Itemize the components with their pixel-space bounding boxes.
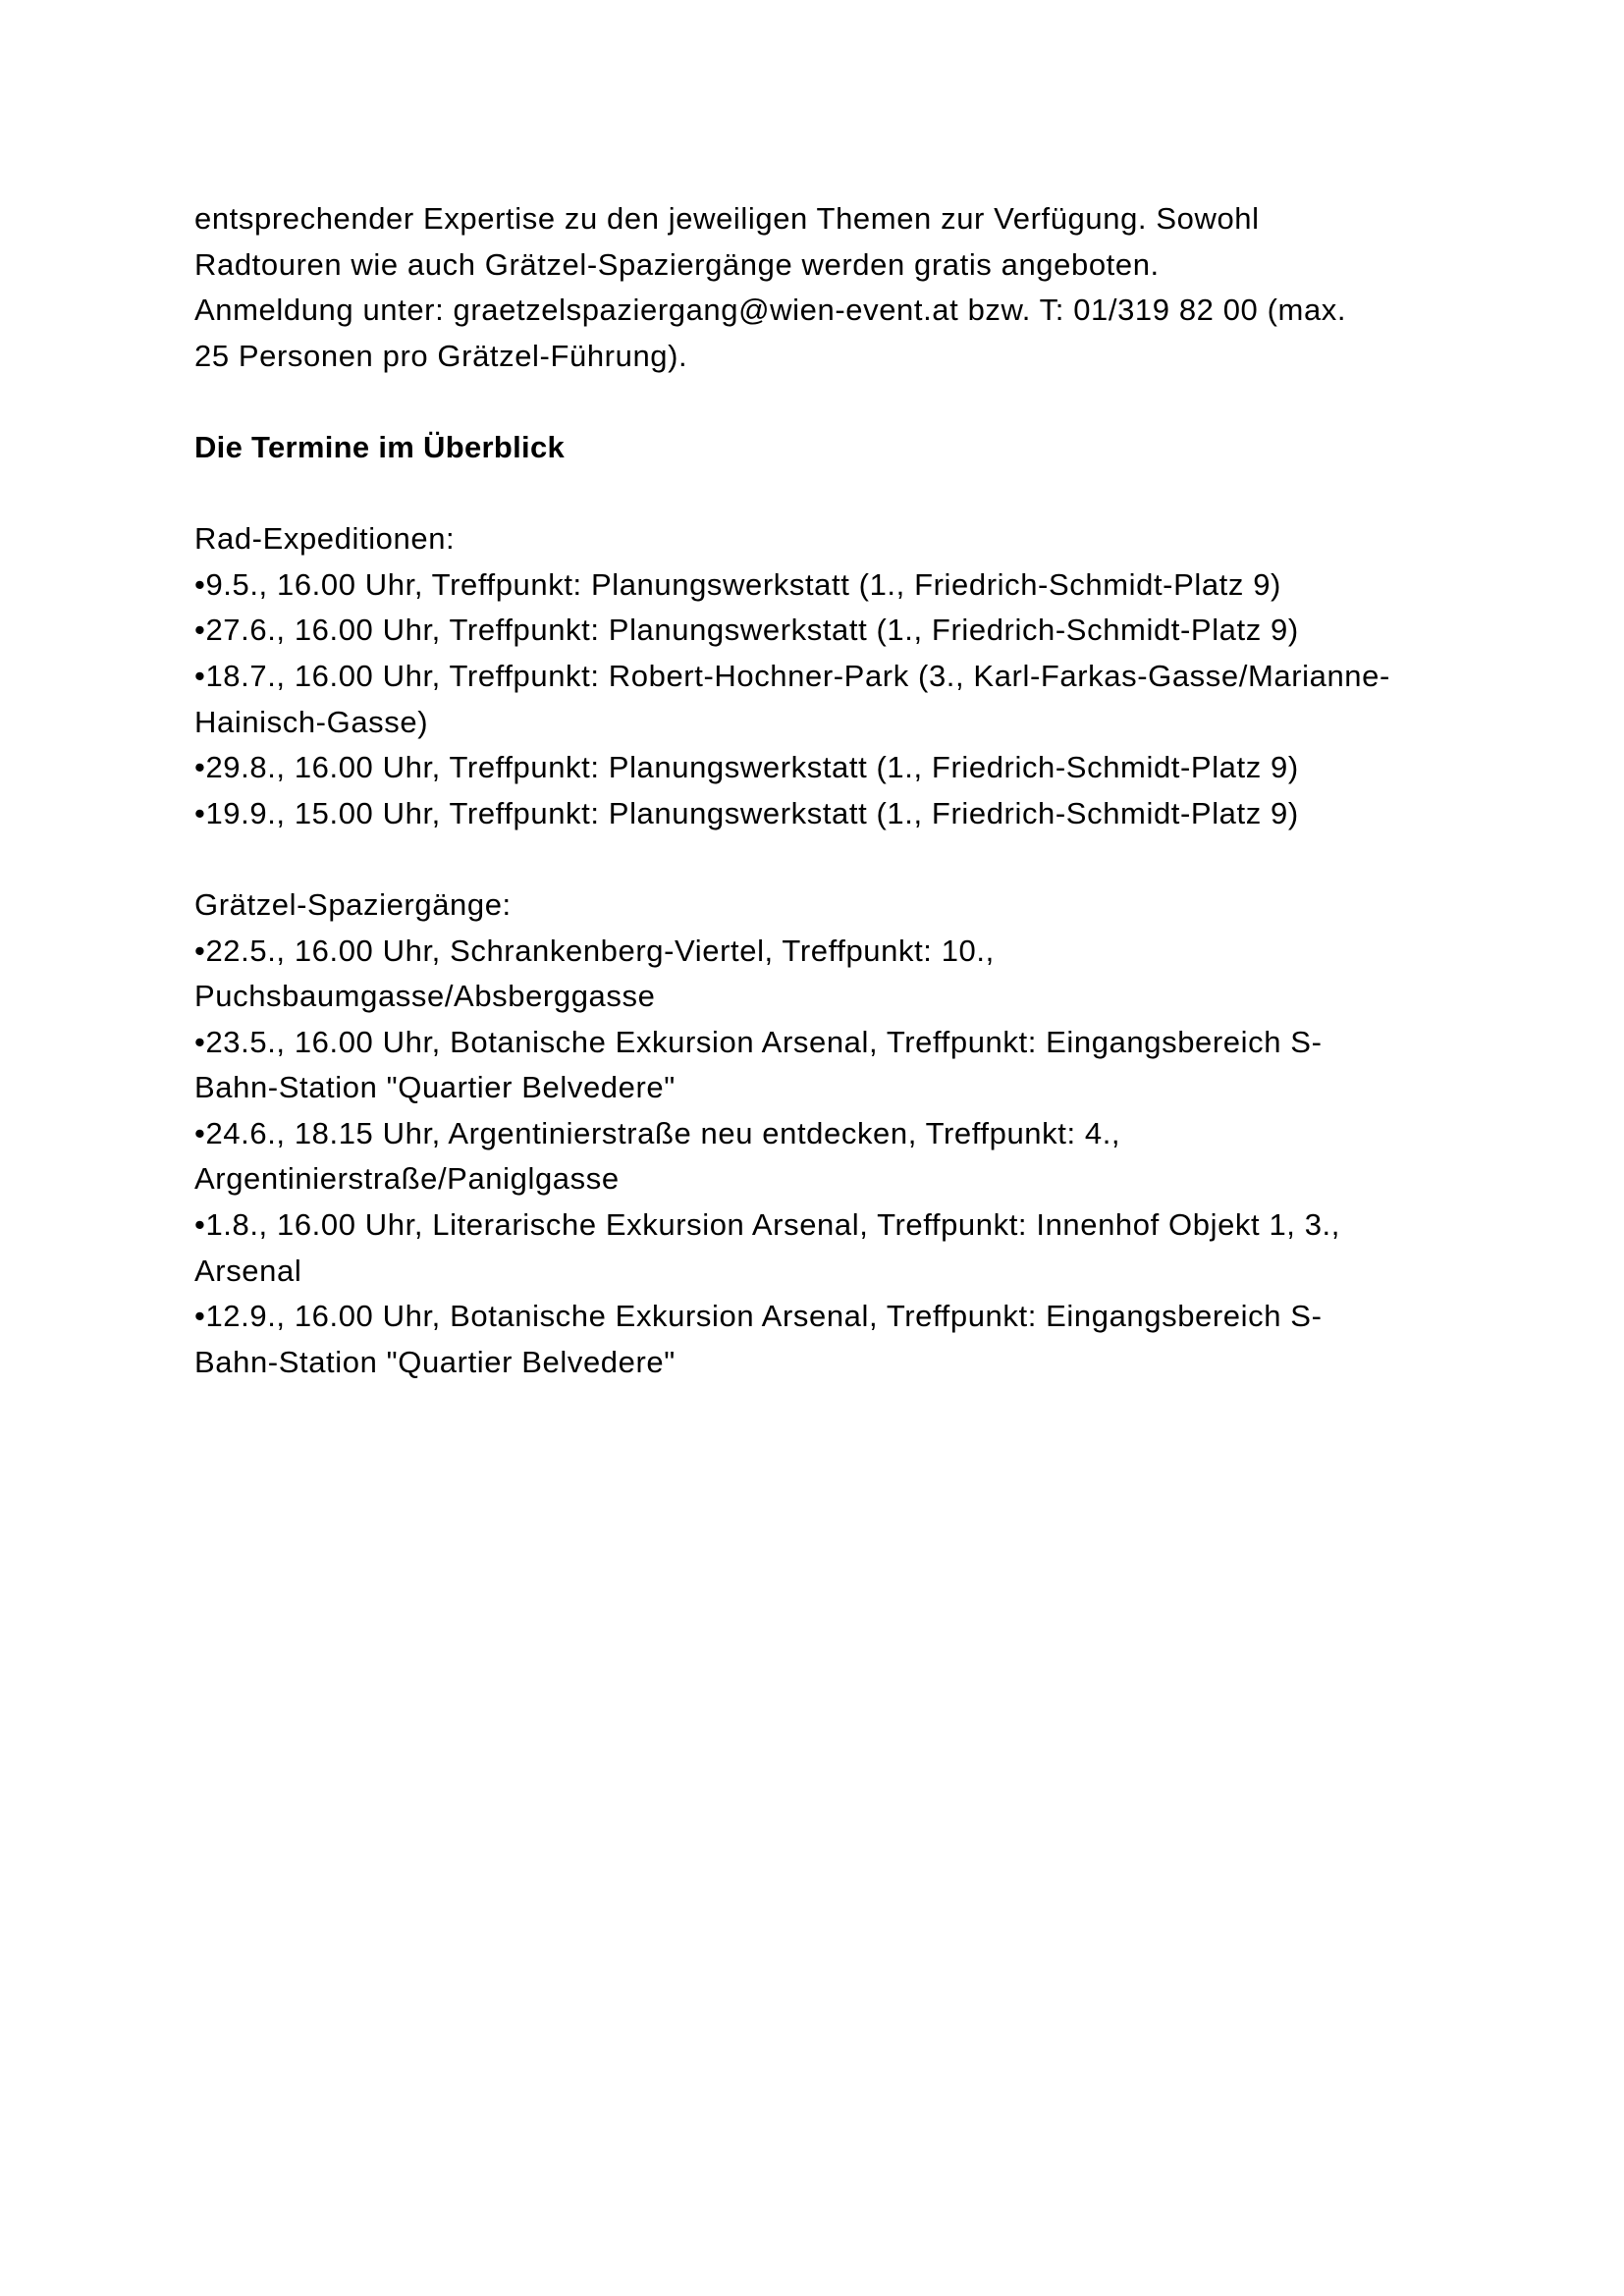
paragraph-spacer — [194, 379, 1471, 425]
list-item-continuation: Bahn-Station "Quartier Belvedere" — [194, 1070, 676, 1105]
document-page — [194, 196, 1471, 1385]
intro-line: 25 Personen pro Grätzel-Führung). — [194, 338, 688, 373]
registration-email: graetzelspaziergang@wien-event.at — [453, 293, 959, 328]
intro-paragraph — [194, 196, 1471, 379]
list-item: •24.6., 18.15 Uhr, Argentinierstraße neu entdecken, Treffpunkt: 4., — [194, 1115, 1121, 1150]
registration-line — [194, 288, 1471, 334]
list-item-continuation: Argentinierstraße/Paniglgasse — [194, 1161, 620, 1197]
graetzel-spaziergaenge-section — [194, 882, 1471, 1386]
list-item: •27.6., 16.00 Uhr, Treffpunkt: Planungswerkstatt (1., Friedrich-Schmidt-Platz 9) — [194, 613, 1299, 648]
list-item-continuation: Puchsbaumgasse/Absberggasse — [194, 979, 656, 1014]
list-item: •23.5., 16.00 Uhr, Botanische Exkursion Arsenal, Treffpunkt: Eingangsbereich S- — [194, 1024, 1323, 1059]
intro-line: Radtouren wie auch Grätzel-Spaziergänge werden gratis angeboten. — [194, 246, 1160, 282]
list-item: •22.5., 16.00 Uhr, Schrankenberg-Viertel, Treffpunkt: 10., — [194, 933, 995, 968]
list-item: •18.7., 16.00 Uhr, Treffpunkt: Robert-Hochner-Park (3., Karl-Farkas-Gasse/Marianne- — [194, 658, 1390, 693]
list-item: •29.8., 16.00 Uhr, Treffpunkt: Planungswerkstatt (1., Friedrich-Schmidt-Platz 9) — [194, 750, 1299, 785]
registration-prefix: Anmeldung unter: — [194, 293, 454, 328]
list-item: •12.9., 16.00 Uhr, Botanische Exkursion Arsenal, Treffpunkt: Eingangsbereich S- — [194, 1299, 1323, 1334]
paragraph-spacer — [194, 471, 1471, 517]
paragraph-spacer — [194, 836, 1471, 882]
graetzel-spaziergaenge-title: Grätzel-Spaziergänge: — [194, 886, 512, 922]
intro-line: entsprechender Expertise zu den jeweiligen Themen zur Verfügung. Sowohl — [194, 201, 1260, 236]
list-item-continuation: Hainisch-Gasse) — [194, 704, 429, 739]
rad-expeditionen-section — [194, 516, 1471, 836]
list-item: •19.9., 15.00 Uhr, Treffpunkt: Planungswerkstatt (1., Friedrich-Schmidt-Platz 9) — [194, 795, 1299, 830]
list-item: •9.5., 16.00 Uhr, Treffpunkt: Planungswerkstatt (1., Friedrich-Schmidt-Platz 9) — [194, 566, 1281, 602]
list-item-continuation: Arsenal — [194, 1253, 302, 1288]
rad-expeditionen-title: Rad-Expeditionen: — [194, 521, 456, 557]
list-item: •1.8., 16.00 Uhr, Literarische Exkursion Arsenal, Treffpunkt: Innenhof Objekt 1, 3., — [194, 1207, 1340, 1243]
registration-phone: bzw. T: 01/319 82 00 (max. — [958, 293, 1347, 328]
section-heading: Die Termine im Überblick — [194, 429, 566, 464]
list-item-continuation: Bahn-Station "Quartier Belvedere" — [194, 1344, 676, 1379]
